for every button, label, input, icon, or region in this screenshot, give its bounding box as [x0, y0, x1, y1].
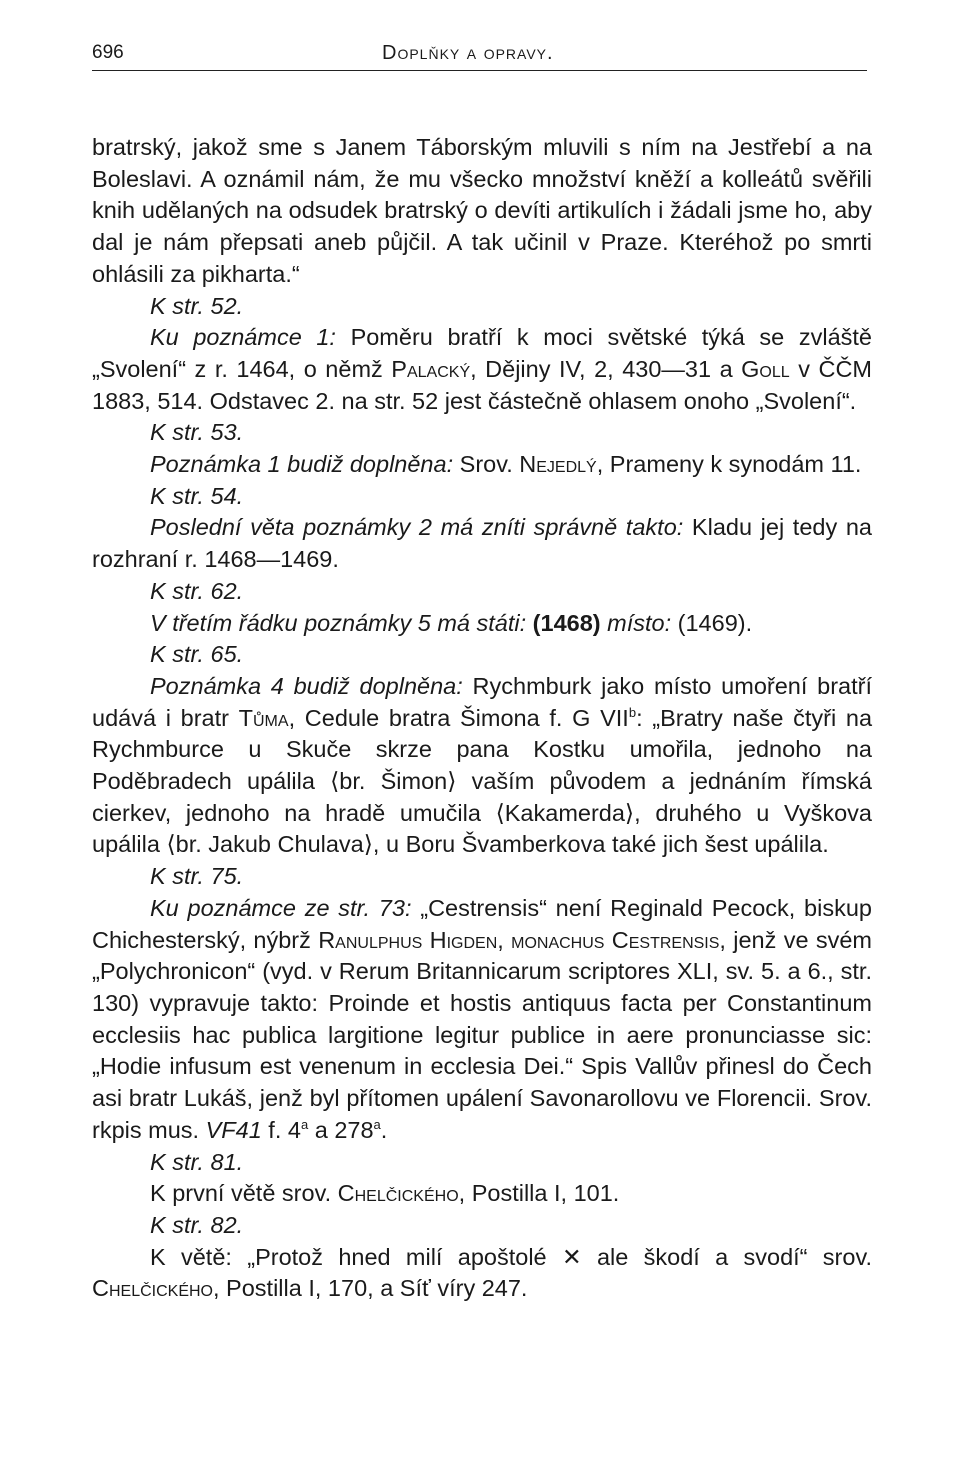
section-ref-81: K str. 81. — [150, 1148, 244, 1175]
author-name: Ranulphus Higden, monachus Cestrensis — [318, 926, 720, 953]
superscript: a — [373, 1116, 381, 1132]
superscript: b — [628, 704, 637, 720]
note-81: K první větě srov. Chelčického, Postilla I, 101. — [150, 1180, 620, 1207]
note-lead: Ku poznámce ze str. 73: — [150, 894, 412, 921]
note-lead: Poslední věta poznámky 2 má zníti správně takto: — [150, 514, 684, 541]
corrected-year: (1468) — [532, 609, 601, 636]
manuscript-signature: VF41 — [205, 1116, 262, 1143]
superscript: a — [300, 1116, 309, 1132]
author-name: Palacký — [391, 355, 471, 382]
section-ref-82: K str. 82. — [150, 1211, 244, 1238]
section-ref-53: K str. 53. — [150, 419, 244, 446]
note-lead: V třetím řádku poznámky 5 má státi: — [150, 609, 527, 636]
author-name: Goll — [741, 355, 790, 382]
note-52: Ku poznámce 1: Poměru bratří k moci světské týká se zvláště „Svolení“ z r. 1464, o němž Palacký, Dějiny IV, 2, 430—31 a Goll v ČČM 1883, 514. Odstavec 2. na str. 52 jest částečně ohlasem onoho „Svolení“. — [92, 324, 872, 414]
page-number: 696 — [92, 42, 124, 63]
section-ref-75: K str. 75. — [150, 863, 244, 890]
section-ref-54: K str. 54. — [150, 482, 244, 509]
section-ref-52: K str. 52. — [150, 292, 244, 319]
section-ref-62: K str. 62. — [150, 577, 244, 604]
note-lead: Poznámka 4 budiž doplněna: — [150, 672, 463, 699]
note-54: Poslední věta poznámky 2 má zníti správně takto: Kladu jej tedy na rozhraní r. 1468—1469. — [92, 514, 872, 573]
section-ref-65: K str. 65. — [150, 641, 244, 668]
page-header — [92, 38, 867, 71]
note-53: Poznámka 1 budiž doplněna: Srov. Nejedlý, Prameny k synodám 11. — [150, 451, 862, 478]
author-name: Tůma — [238, 704, 289, 731]
note-82: K větě: „Protož hned milí apoštolé ✕ ale škodí a svodí“ srov. Chelčického, Postilla I, 170, a Síť víry 247. — [92, 1243, 872, 1302]
note-lead: Ku poznámce 1: — [150, 324, 336, 351]
note-62: V třetím řádku poznámky 5 má státi: (1468) místo: (1469). — [150, 609, 753, 636]
note-75: Ku poznámce ze str. 73: „Cestrensis“ není Reginald Pecock, biskup Chichesterský, nýbrž Ranulphus Higden, monachus Cestrensis, jenž ve svém „Polychronicon“ (vyd. v Rerum Britannicarum scriptores XLI, sv. 5. a 6., str. 130) vypravuje takto: Proinde et hostis antiquus facta per Constantinum ecclesiis hac publica largitione legitur publice in aere pronunciasse sic: „Hodie infusum est venenum in ecclesia Dei.“ Spis Vallův přinesl do Čech asi bratr Lukáš, jenž byl přítomen upálení Savonarollovu ve Florencii. Srov. rkpis mus. VF41 f. 4$^a$ a 278$^a$. — [92, 894, 872, 1143]
running-title: Doplňky a opravy. — [382, 42, 554, 64]
author-name: Chelčického — [92, 1275, 213, 1302]
note-lead: Poznámka 1 budiž doplněna: — [150, 451, 454, 478]
note-65: Poznámka 4 budiž doplněna: Rychmburk jako místo umoření bratří udává i bratr Tůma, Cedule bratra Šimona f. G VII$^b$: „Bratry naše čtyři na Rychmburce u Skuče skrze pana Kostku umořila, jednoho na Poděbradech upálila ⟨br. Šimon⟩ vaším původem a jednáním římská cierkev, jednoho na hradě umučila ⟨Kakamerda⟩, druhého u Vyškova upálila ⟨br. Jakub Chulava⟩, u Boru Švamberkova také jich šest upálila. — [92, 672, 873, 858]
body-text — [92, 132, 872, 1305]
quote-continuation: bratrský, jakož sme s Janem Táborským mluvili s ním na Jestřebí a na Boleslavi. A oznámil nám, že mu všecko množství kněží a kolleátů svěřili knih udělaných na odsudek bratrský o devíti artikulích i žádali jsme ho, aby dal je nám přepsati aneb půjčil. A tak učinil v Praze. Kteréhož po smrti ohlásili za pikharta.“ — [92, 134, 872, 287]
author-name: Nejedlý — [519, 451, 597, 478]
author-name: Chelčického — [337, 1180, 459, 1207]
